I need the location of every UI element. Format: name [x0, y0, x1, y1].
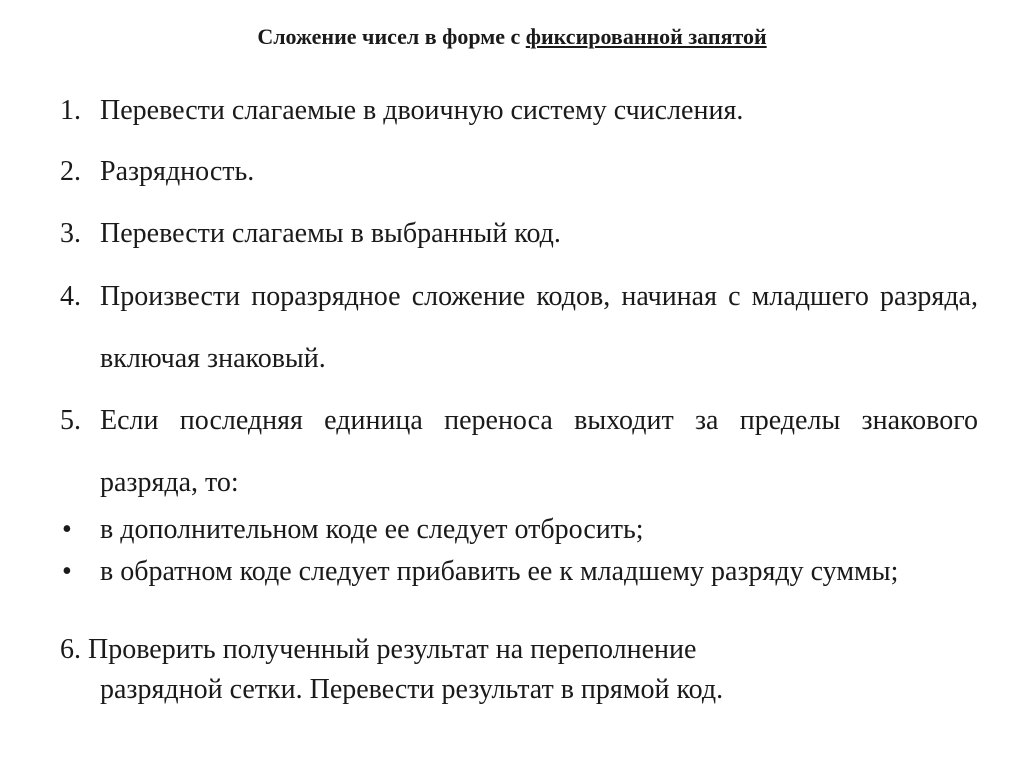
bullet-marker: •	[62, 514, 72, 545]
step-number: 3.	[60, 218, 81, 249]
step-6-line-1: Проверить полученный результат на переполнение	[88, 634, 697, 665]
step-number: 5.	[60, 405, 81, 436]
slide-title	[0, 22, 1024, 52]
step-text: Перевести слагаемые в двоичную систему счисления.	[100, 95, 744, 126]
bullet-marker: •	[62, 556, 72, 587]
step-4	[60, 266, 978, 390]
step-number: 4.	[60, 281, 81, 312]
bullet-text: в обратном коде следует прибавить ее к младшему разряду суммы;	[100, 556, 899, 587]
title-underlined: фиксированной запятой	[525, 24, 767, 49]
bullet-text: в дополнительном коде ее следует отбросить;	[100, 514, 644, 545]
step-text: Если последняя единица переноса выходит за пределы знакового разряда, то:	[100, 405, 978, 498]
bullet-item	[60, 513, 978, 547]
step-6-line-2: разрядной сетки. Перевести результат в прямой код.	[100, 674, 724, 705]
step-number: 1.	[60, 95, 81, 126]
bullet-item	[60, 555, 978, 589]
step-6	[60, 630, 978, 710]
step-text: Разрядность.	[100, 156, 255, 187]
step-text: Перевести слагаемы в выбранный код.	[100, 218, 561, 249]
step-5	[60, 390, 978, 514]
step-2	[60, 155, 978, 189]
title-prefix: Сложение чисел в форме с	[257, 24, 521, 49]
step-text: Произвести поразрядное сложение кодов, начиная с младшего разряда, включая знаковый.	[100, 281, 978, 374]
step-number: 2.	[60, 156, 81, 187]
step-number: 6.	[60, 634, 81, 665]
step-3	[60, 217, 978, 251]
step-1	[60, 94, 978, 128]
